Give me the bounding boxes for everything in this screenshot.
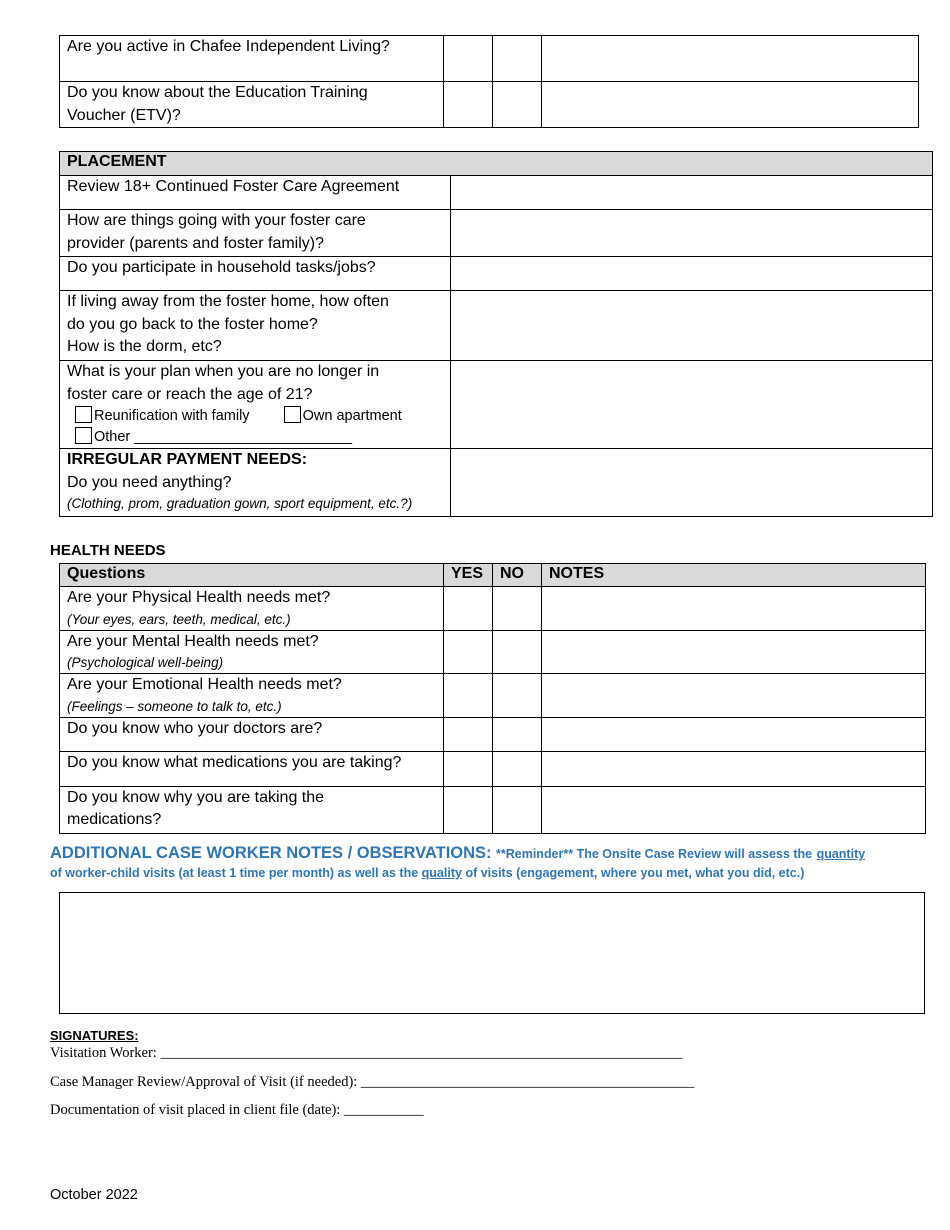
health-needs-label: HEALTH NEEDS (50, 542, 166, 559)
no-cell[interactable] (493, 674, 542, 718)
no-cell[interactable] (493, 786, 542, 833)
documentation-line[interactable]: Documentation of visit placed in client file (date): ___________ (50, 1102, 424, 1118)
yes-cell[interactable] (444, 717, 493, 751)
placement-answer[interactable] (451, 257, 933, 291)
notes-cell[interactable] (542, 36, 919, 82)
no-cell[interactable] (493, 587, 542, 631)
yes-cell[interactable] (444, 630, 493, 674)
additional-title: ADDITIONAL CASE WORKER NOTES / OBSERVATIONS: (50, 844, 492, 862)
yes-cell[interactable] (444, 751, 493, 786)
no-cell[interactable] (493, 36, 542, 82)
yes-cell[interactable] (444, 587, 493, 631)
irregular-payment-cell: IRREGULAR PAYMENT NEEDS: Do you need anything? (Clothing, prom, graduation gown, sport equipment, etc.?) (60, 449, 451, 517)
questions-header: Questions (60, 564, 444, 587)
case-manager-line[interactable]: Case Manager Review/Approval of Visit (if needed): ______________________________________________ (50, 1074, 695, 1090)
notes-cell[interactable] (542, 786, 926, 833)
no-header: NO (493, 564, 542, 587)
placement-answer[interactable] (451, 291, 933, 361)
no-cell[interactable] (493, 717, 542, 751)
health-question: Do you know what medications you are taking? (60, 751, 444, 786)
placement-question: What is your plan when you are no longer in foster care or reach the age of 21? Reunification with family Own apartment Other ___________________________ (60, 361, 451, 449)
no-cell[interactable] (493, 82, 542, 128)
health-question: Do you know who your doctors are? (60, 717, 444, 751)
health-question: Are your Emotional Health needs met? (Feelings – someone to talk to, etc.) (60, 674, 444, 718)
placement-answer[interactable] (451, 449, 933, 517)
signatures-title: SIGNATURES: (50, 1028, 139, 1043)
case-worker-notes-box[interactable] (59, 892, 925, 1014)
yes-cell[interactable] (444, 674, 493, 718)
additional-notes-reminder: of worker-child visits (at least 1 time per month) as well as the quality of visits (engagement, where you met, what you did, etc.) (50, 866, 805, 880)
footer-date: October 2022 (50, 1187, 138, 1203)
yes-cell[interactable] (444, 786, 493, 833)
question-cell: Do you know about the Education Training Voucher (ETV)? (60, 82, 444, 128)
reunification-label: Reunification with family (94, 408, 250, 424)
placement-question: Review 18+ Continued Foster Care Agreement (60, 176, 451, 210)
yes-cell[interactable] (444, 82, 493, 128)
question-cell: Are you active in Chafee Independent Living? (60, 36, 444, 82)
reunification-checkbox[interactable] (75, 406, 92, 423)
other-label: Other ___________________________ (94, 429, 353, 445)
placement-question: How are things going with your foster care provider (parents and foster family)? (60, 210, 451, 257)
placement-answer[interactable] (451, 210, 933, 257)
yes-header: YES (444, 564, 493, 587)
health-question: Are your Mental Health needs met? (Psychological well-being) (60, 630, 444, 674)
notes-cell[interactable] (542, 587, 926, 631)
placement-header: PLACEMENT (60, 152, 933, 176)
notes-cell[interactable] (542, 630, 926, 674)
placement-question: If living away from the foster home, how often do you go back to the foster home? How is the dorm, etc? (60, 291, 451, 361)
irregular-title: IRREGULAR PAYMENT NEEDS: (67, 451, 308, 468)
notes-header: NOTES (542, 564, 926, 587)
health-table (59, 563, 926, 834)
health-question: Are your Physical Health needs met? (Your eyes, ears, teeth, medical, etc.) (60, 587, 444, 631)
health-question: Do you know why you are taking the medications? (60, 786, 444, 833)
notes-cell[interactable] (542, 82, 919, 128)
own-apartment-label: Own apartment (302, 408, 402, 424)
no-cell[interactable] (493, 751, 542, 786)
placement-question: Do you participate in household tasks/jobs? (60, 257, 451, 291)
additional-notes-heading: ADDITIONAL CASE WORKER NOTES / OBSERVATIONS: **Reminder** The Onsite Case Review will assess the quantity (50, 844, 866, 862)
placement-table (59, 151, 933, 517)
other-checkbox[interactable] (75, 427, 92, 444)
notes-cell[interactable] (542, 717, 926, 751)
notes-cell[interactable] (542, 751, 926, 786)
top-table (59, 35, 919, 128)
no-cell[interactable] (493, 630, 542, 674)
own-apartment-checkbox[interactable] (284, 406, 301, 423)
placement-answer[interactable] (451, 176, 933, 210)
yes-cell[interactable] (444, 36, 493, 82)
notes-cell[interactable] (542, 674, 926, 718)
visitation-worker-line[interactable]: Visitation Worker: ________________________________________________________________________ (50, 1045, 683, 1061)
placement-answer[interactable] (451, 361, 933, 449)
